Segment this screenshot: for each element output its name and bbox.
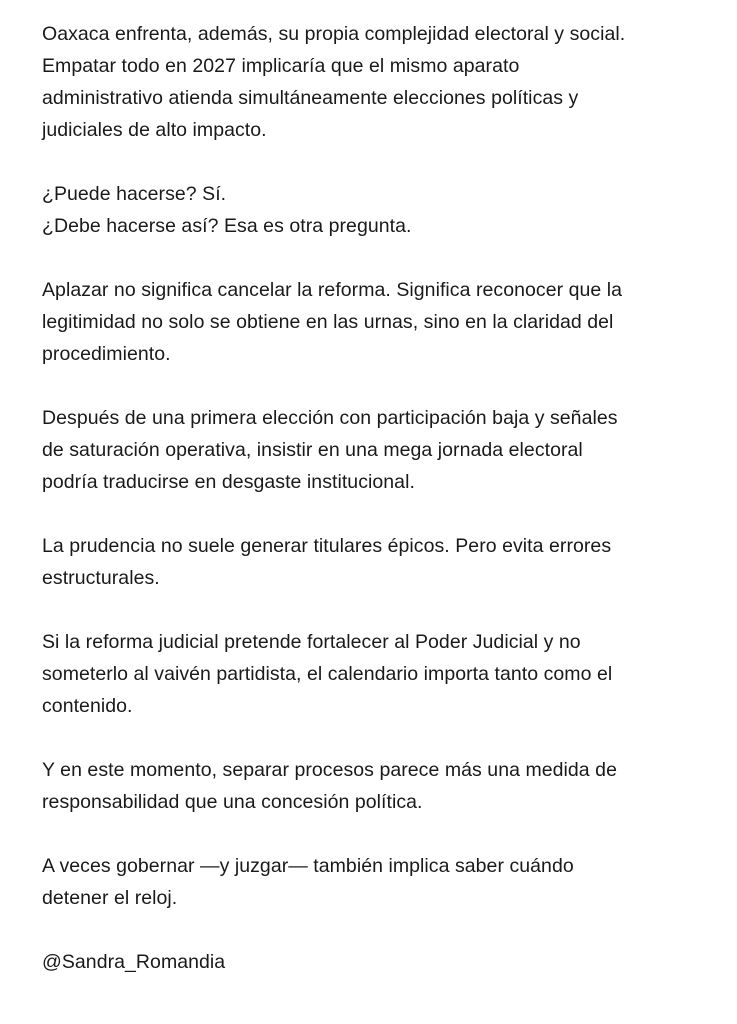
paragraph-line: ¿Puede hacerse? Sí. bbox=[42, 183, 227, 205]
paragraph-prudencia bbox=[42, 530, 702, 594]
paragraph-oaxaca-complejidad bbox=[42, 18, 702, 146]
paragraph-line: administrativo atienda simultáneamente elecciones políticas y bbox=[42, 87, 579, 109]
paragraph-line: procedimiento. bbox=[42, 343, 171, 365]
paragraph-separar-procesos bbox=[42, 754, 702, 818]
paragraph-line: Y en este momento, separar procesos parece más una medida de bbox=[42, 759, 617, 781]
paragraph-line: de saturación operativa, insistir en una mega jornada electoral bbox=[42, 439, 583, 461]
paragraph-line: contenido. bbox=[42, 695, 133, 717]
paragraph-line: someterlo al vaivén partidista, el calendario importa tanto como el bbox=[42, 663, 613, 685]
paragraph-line: detener el reloj. bbox=[42, 887, 178, 909]
paragraph-line: responsabilidad que una concesión política. bbox=[42, 791, 423, 813]
paragraph-aplazar bbox=[42, 274, 702, 370]
paragraph-primera-eleccion bbox=[42, 402, 702, 498]
paragraph-line: ¿Debe hacerse así? Esa es otra pregunta. bbox=[42, 215, 412, 237]
paragraph-line: Después de una primera elección con participación baja y señales bbox=[42, 407, 618, 429]
paragraph-preguntas bbox=[42, 178, 702, 242]
paragraph-line: judiciales de alto impacto. bbox=[42, 119, 267, 141]
paragraph-line: estructurales. bbox=[42, 567, 160, 589]
paragraph-gobernar-juzgar bbox=[42, 850, 702, 914]
paragraph-line: Si la reforma judicial pretende fortalecer al Poder Judicial y no bbox=[42, 631, 581, 653]
paragraph-line: Empatar todo en 2027 implicaría que el mismo aparato bbox=[42, 55, 520, 77]
paragraph-line: A veces gobernar —y juzgar— también implica saber cuándo bbox=[42, 855, 574, 877]
paragraph-line: legitimidad no solo se obtiene en las urnas, sino en la claridad del bbox=[42, 311, 614, 333]
paragraph-line: podría traducirse en desgaste institucional. bbox=[42, 471, 415, 493]
paragraph-line: La prudencia no suele generar titulares épicos. Pero evita errores bbox=[42, 535, 612, 557]
author-handle: @Sandra_Romandia bbox=[42, 951, 226, 973]
paragraph-line: Oaxaca enfrenta, además, su propia complejidad electoral y social. bbox=[42, 23, 626, 45]
paragraph-line: Aplazar no significa cancelar la reforma. Significa reconocer que la bbox=[42, 279, 623, 301]
paragraph-reforma-judicial bbox=[42, 626, 702, 722]
article-body bbox=[42, 18, 702, 978]
